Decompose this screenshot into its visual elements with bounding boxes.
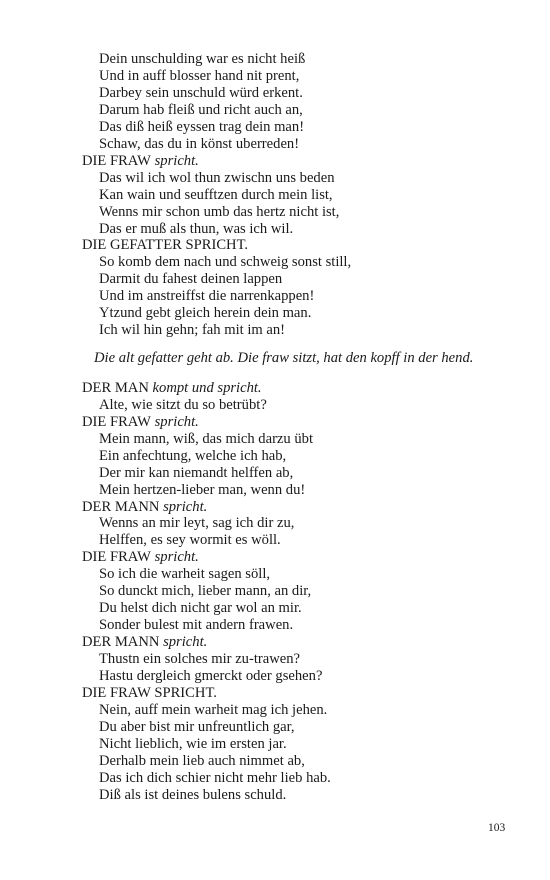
verse-line: Kan wain und seufftzen durch mein list, xyxy=(99,186,333,203)
speaker-name: DER MANN xyxy=(82,498,160,515)
speaker-note: spricht. xyxy=(150,413,199,430)
speaker-note: spricht. xyxy=(150,152,199,169)
verse-line: So ich die warheit sagen söll, xyxy=(99,566,271,583)
verse-line: Nein, auff mein warheit mag ich jehen. xyxy=(99,701,328,718)
speaker-heading xyxy=(82,499,207,516)
verse-line: So dunckt mich, lieber mann, an dir, xyxy=(99,583,312,600)
verse-line: Schaw, das du in könst uberreden! xyxy=(99,135,300,152)
speaker-heading xyxy=(82,414,199,431)
verse-line: Ytzund gebt gleich herein dein man. xyxy=(99,305,312,322)
stage-direction: Die alt gefatter geht ab. Die fraw sitzt, hat den kopff in der hend. xyxy=(94,350,474,367)
verse-line: Ein anfechtung, welche ich hab, xyxy=(99,447,287,464)
verse-line: Und im anstreiffst die narrenkappen! xyxy=(99,288,315,305)
verse-line: Nicht lieblich, wie im ersten jar. xyxy=(99,735,287,752)
verse-line: Das wil ich wol thun zwischn uns beden xyxy=(99,169,335,186)
verse-line: Dein unschulding war es nicht heiß xyxy=(99,51,306,67)
verse-line: Alte, wie sitzt du so betrübt? xyxy=(99,396,267,413)
speaker-name: DIE FRAW xyxy=(82,152,151,169)
verse-line: Der mir kan niemandt helffen ab, xyxy=(99,464,294,481)
speaker-heading xyxy=(82,237,248,254)
verse-line: Mein hertzen-lieber man, wenn du! xyxy=(99,481,306,498)
speaker-name: DIE FRAW SPRICHT. xyxy=(82,684,217,701)
verse-line: Und in auff blosser hand nit prent, xyxy=(99,68,300,84)
speaker-name: DER MANN xyxy=(82,634,160,651)
verse-line: Das ich dich schier nicht mehr lieb hab. xyxy=(99,769,331,786)
speaker-heading xyxy=(82,685,217,702)
verse-line: Helffen, es sey wormit es wöll. xyxy=(99,532,281,549)
speaker-heading xyxy=(82,380,262,397)
verse-line: Hastu dergleich gmerckt oder gsehen? xyxy=(99,668,323,684)
speaker-heading xyxy=(82,153,199,170)
verse-line: Ich wil hin gehn; fah mit im an! xyxy=(99,322,286,339)
verse-line: Das diß heiß eyssen trag dein man! xyxy=(99,118,305,135)
verse-line: Das er muß als thun, was ich wil. xyxy=(99,220,294,237)
verse-line: Derhalb mein lieb auch nimmet ab, xyxy=(99,752,305,769)
verse-line: Darmit du fahest deinen lappen xyxy=(99,271,283,288)
verse-line: Mein mann, wiß, das mich darzu übt xyxy=(99,430,313,447)
speaker-heading xyxy=(82,634,207,651)
verse-line: Thustn ein solches mir zu-trawen? xyxy=(99,651,301,667)
speaker-note: spricht. xyxy=(159,634,208,651)
speaker-note: kompt und spricht. xyxy=(148,379,262,396)
verse-line: So komb dem nach und schweig sonst still, xyxy=(99,254,352,271)
verse-line: Du helst dich nicht gar wol an mir. xyxy=(99,600,302,617)
verse-line: Diß als ist deines bulens schuld. xyxy=(99,786,287,803)
verse-line: Wenns an mir leyt, sag ich dir zu, xyxy=(99,515,295,532)
speaker-name: DER MAN xyxy=(82,379,149,396)
speaker-heading xyxy=(82,549,199,566)
speaker-name: DIE FRAW xyxy=(82,549,151,566)
page-number: 103 xyxy=(488,822,506,834)
speaker-note: spricht. xyxy=(159,498,208,515)
verse-line: Darbey sein unschuld würd erkent. xyxy=(99,84,303,101)
verse-line: Sonder bulest mit andern frawen. xyxy=(99,617,294,634)
speaker-name: DIE FRAW xyxy=(82,413,151,430)
verse-line: Wenns mir schon umb das hertz nicht ist, xyxy=(99,203,340,220)
verse-line: Du aber bist mir unfreuntlich gar, xyxy=(99,718,295,735)
verse-line: Darum hab fleiß und richt auch an, xyxy=(99,101,303,118)
speaker-name: DIE GEFATTER SPRICHT. xyxy=(82,237,249,254)
speaker-note: spricht. xyxy=(150,549,199,566)
